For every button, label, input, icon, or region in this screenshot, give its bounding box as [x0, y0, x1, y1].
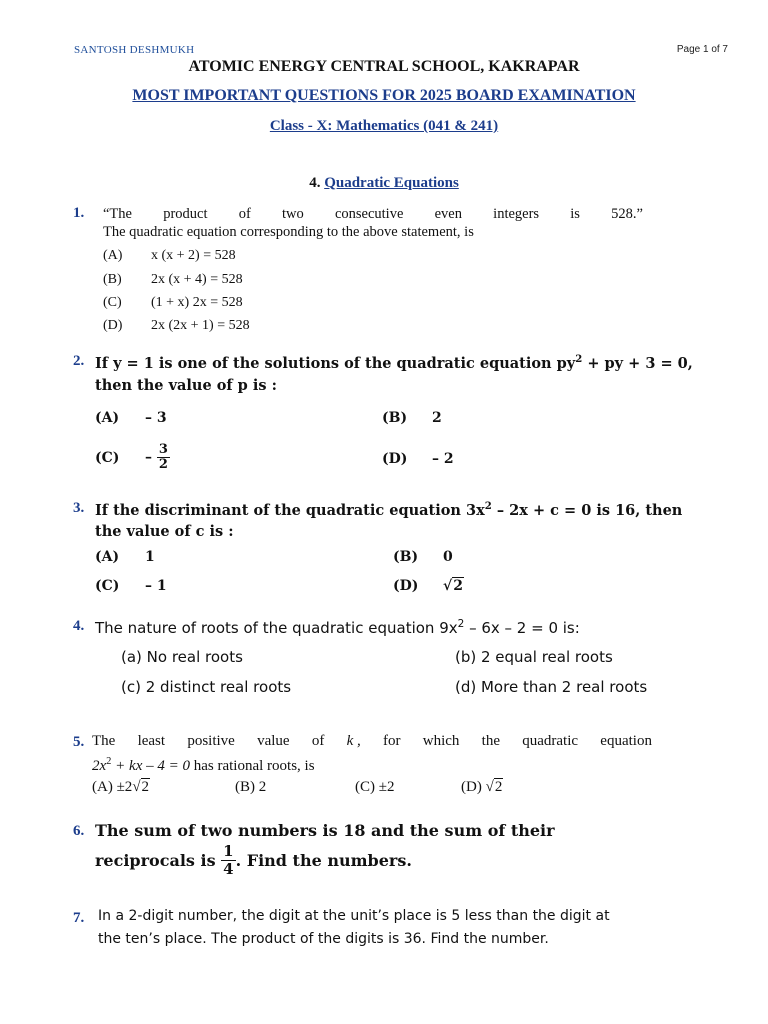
- page-number: Page 1 of 7: [676, 44, 728, 55]
- chapter-number: 4.: [309, 175, 321, 191]
- q1-word: even: [434, 206, 462, 222]
- q1-word: two: [281, 206, 304, 222]
- exam-title: MOST IMPORTANT QUESTIONS FOR 2025 BOARD EXAMINATION: [132, 87, 636, 104]
- q1-word: of: [238, 206, 251, 222]
- q1-word: 528.”: [611, 206, 643, 222]
- q4-number: 4.: [73, 618, 85, 634]
- q2-option-c: (C) – $\frac{3}{2}$: [95, 442, 168, 472]
- q5-line1: The least positive value of k , for which the quadratic equation: [92, 733, 652, 749]
- q2-number: 2.: [73, 353, 85, 369]
- q6-fraction: $\frac{1}{4}$: [223, 842, 234, 878]
- q3-line2: the value of c is :: [95, 523, 234, 540]
- q1-option-a: (A) x (x + 2) = 528: [103, 248, 236, 263]
- q1-word: product: [163, 206, 208, 222]
- class-title: Class - X: Mathematics (041 & 241): [269, 118, 499, 134]
- q2-option-d: (D) – 2: [382, 451, 454, 467]
- sqrt-symbol: √2: [443, 578, 463, 594]
- q4-option-a: (a) No real roots: [121, 648, 243, 666]
- q2-option-b: (B) 2: [382, 410, 442, 426]
- q7-line2: the ten’s place. The product of the digits is 36. Find the number.: [98, 931, 549, 947]
- q5-option-c: (C) ±2: [355, 779, 395, 795]
- q5-option-b: (B) 2: [235, 779, 267, 795]
- q3-option-b: (B) 0: [393, 549, 453, 565]
- q1-word: integers: [493, 206, 540, 222]
- q5-line2: $2x^2$ + kx – 4 = 0 has rational roots, is: [92, 756, 315, 774]
- q3-option-c: (C) – 1: [95, 578, 167, 594]
- q4-option-c: (c) 2 distinct real roots: [121, 678, 292, 696]
- q1-line2: The quadratic equation corresponding to the above statement, is: [103, 224, 474, 240]
- q5-option-a: (A) ±2√2: [92, 779, 150, 795]
- q2-line2: then the value of p is :: [95, 377, 277, 394]
- q4-text: The nature of roots of the quadratic equation $9x^2 - 6x - 2 = 0$ is:: [95, 618, 580, 637]
- q6-number: 6.: [73, 823, 85, 839]
- q1-word: “The: [103, 206, 132, 222]
- q6-line1: The sum of two numbers is 18 and the sum of their: [95, 821, 555, 840]
- q2-option-a: (A) – 3: [95, 410, 167, 426]
- q2-line1: If y = 1 is one of the solutions of the quadratic equation $py^2$ + py + 3 = 0,: [95, 353, 693, 372]
- q3-option-a: (A) 1: [95, 549, 155, 565]
- school-name: ATOMIC ENERGY CENTRAL SCHOOL, KAKRAPAR: [188, 58, 580, 75]
- q5-option-d: (D) √2: [461, 779, 503, 795]
- q1-option-b: (B) 2x (x + 4) = 528: [103, 272, 243, 287]
- q1-option-d: (D) 2x (2x + 1) = 528: [103, 318, 250, 333]
- q7-number: 7.: [73, 910, 85, 926]
- q1-number: 1.: [73, 205, 85, 221]
- q4-option-b: (b) 2 equal real roots: [455, 648, 613, 666]
- chapter-title: Quadratic Equations: [324, 175, 459, 191]
- q3-number: 3.: [73, 500, 85, 516]
- q2-fraction: $\frac{3}{2}$: [158, 442, 168, 472]
- q3-option-d: (D) √2: [393, 578, 463, 594]
- q5-number: 5.: [73, 734, 85, 750]
- q4-option-d: (d) More than 2 real roots: [455, 678, 648, 696]
- q1-option-c: (C) (1 + x) 2x = 528: [103, 295, 243, 310]
- q7-line1: In a 2-digit number, the digit at the unit’s place is 5 less than the digit at: [98, 908, 610, 924]
- q1-word: consecutive: [334, 206, 404, 222]
- q1-line1: [103, 206, 643, 223]
- q1-word: is: [570, 206, 580, 222]
- q3-line1: If the discriminant of the quadratic equation $3x^2 - 2x + c = 0$ is 16, then: [95, 500, 683, 519]
- chapter-heading: [0, 175, 768, 192]
- author-name: SANTOSH DESHMUKH: [74, 44, 195, 56]
- q6-line2: reciprocals is $\frac{1}{4}$ . Find the numbers.: [95, 842, 412, 878]
